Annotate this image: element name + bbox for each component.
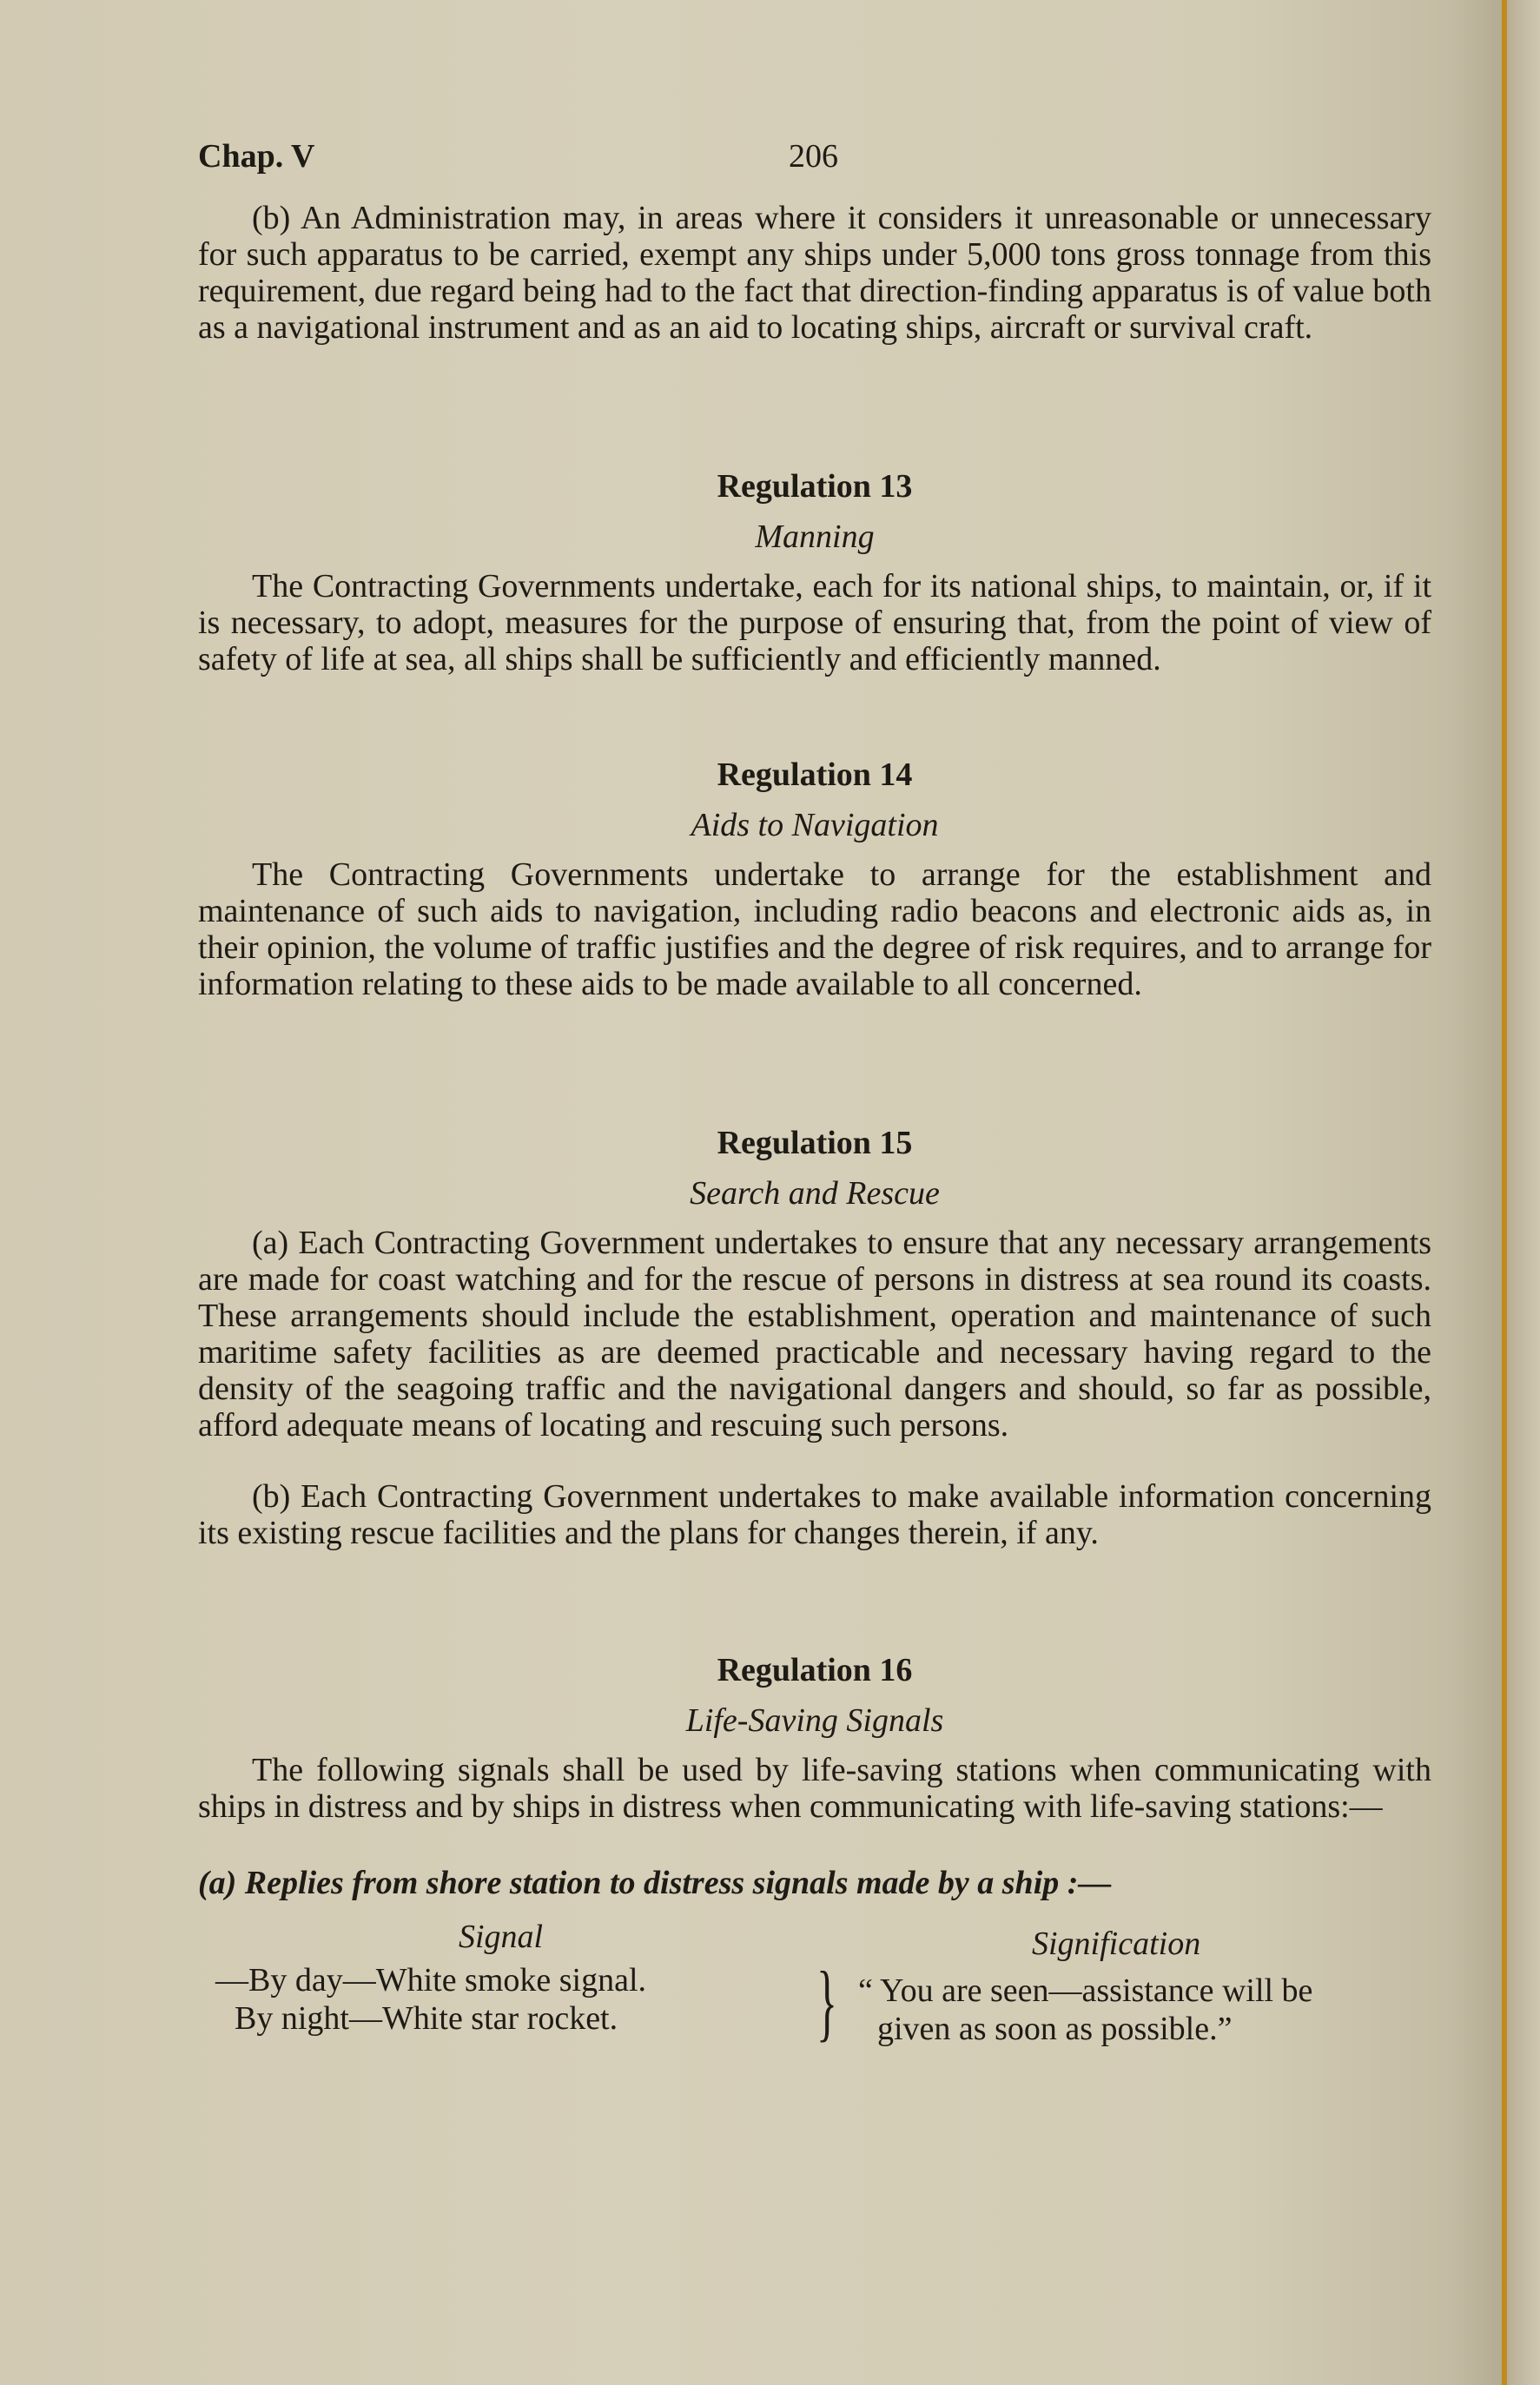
regulation-title: Regulation 13	[717, 468, 913, 505]
regulation-title: Regulation 14	[717, 756, 913, 793]
regulation-subtitle: Search and Rescue	[690, 1175, 940, 1212]
page-content	[198, 200, 1431, 2048]
regulation-paragraph: The Contracting Governments undertake to arrange for the establishment and maintenance of such aids to navigation, including radio beacons and electronic aids as, in their opinion, the volume of traffic justifies and the degree of risk requires, and to arrange for information relating to these aids to be made available to all concerned.	[198, 856, 1431, 1002]
regulation-13	[198, 467, 1431, 677]
signal-cell	[215, 1961, 646, 2038]
signal-line: —By day—White smoke signal.	[215, 1962, 647, 1999]
regulation-14	[198, 756, 1431, 1002]
regulation-title: Regulation 16	[717, 1652, 913, 1688]
regulation-subtitle: Aids to Navigation	[691, 807, 939, 843]
column-header-signification: Signification	[1032, 1926, 1201, 1962]
regulation-paragraph: (a) Each Contracting Government undertakes to ensure that any necessary arrangements are made for coast watching and for the rescue of persons in distress at sea round its coasts. These arrangements should include the establishment, operation and maintenance of such maritime safety facilities as are deemed practicable and necessary having regard to the density of the seagoing traffic and the navigational dangers and should, so far as possible, afford adequate means of locating and rescuing such persons.	[198, 1225, 1431, 1444]
signification-line: given as soon as possible.”	[877, 2011, 1233, 2047]
signal-line: By night—White star rocket.	[235, 2000, 618, 2037]
regulation-16	[198, 1651, 1431, 2048]
page-number: 206	[789, 138, 838, 175]
signification-cell	[858, 1972, 1312, 2048]
regulation-subtitle: Life-Saving Signals	[685, 1702, 944, 1739]
brace-glyph: }	[816, 1953, 837, 2050]
signals-heading: (a) Replies from shore station to distress signals made by a ship :—	[198, 1865, 1112, 1901]
page-edge	[1507, 0, 1540, 2385]
regulation-15	[198, 1124, 1431, 1551]
signification-line: “ You are seen—assistance will be	[858, 1972, 1313, 2009]
page-header	[198, 137, 1431, 189]
column-header-signal: Signal	[459, 1919, 544, 1955]
intro-paragraph: (b) An Administration may, in areas where it considers it unreasonable or unnecessary for such apparatus to be carried, exempt any ships under 5,000 tons gross tonnage from this requirement, due regard being had to the fact that direction-finding apparatus is of value both as a navigational instrument and as an aid to locating ships, aircraft or survival craft.	[198, 200, 1431, 346]
regulation-subtitle: Manning	[755, 519, 875, 555]
regulation-paragraph: The Contracting Governments undertake, each for its national ships, to maintain, or, if it is necessary, to adopt, measures for the purpose of ensuring that, from the point of view of safety of life at sea, all ships shall be sufficiently and efficiently manned.	[198, 568, 1431, 677]
regulation-paragraph: The following signals shall be used by life-saving stations when communicating with ships in distress and by ships in distress when communicating with life-saving stations:—	[198, 1752, 1431, 1825]
chapter-label: Chap. V	[198, 138, 315, 175]
regulation-paragraph: (b) Each Contracting Government undertakes to make available information concerning its existing rescue facilities and the plans for changes therein, if any.	[198, 1478, 1431, 1551]
regulation-title: Regulation 15	[717, 1125, 913, 1161]
signals-table	[198, 1918, 1431, 2048]
